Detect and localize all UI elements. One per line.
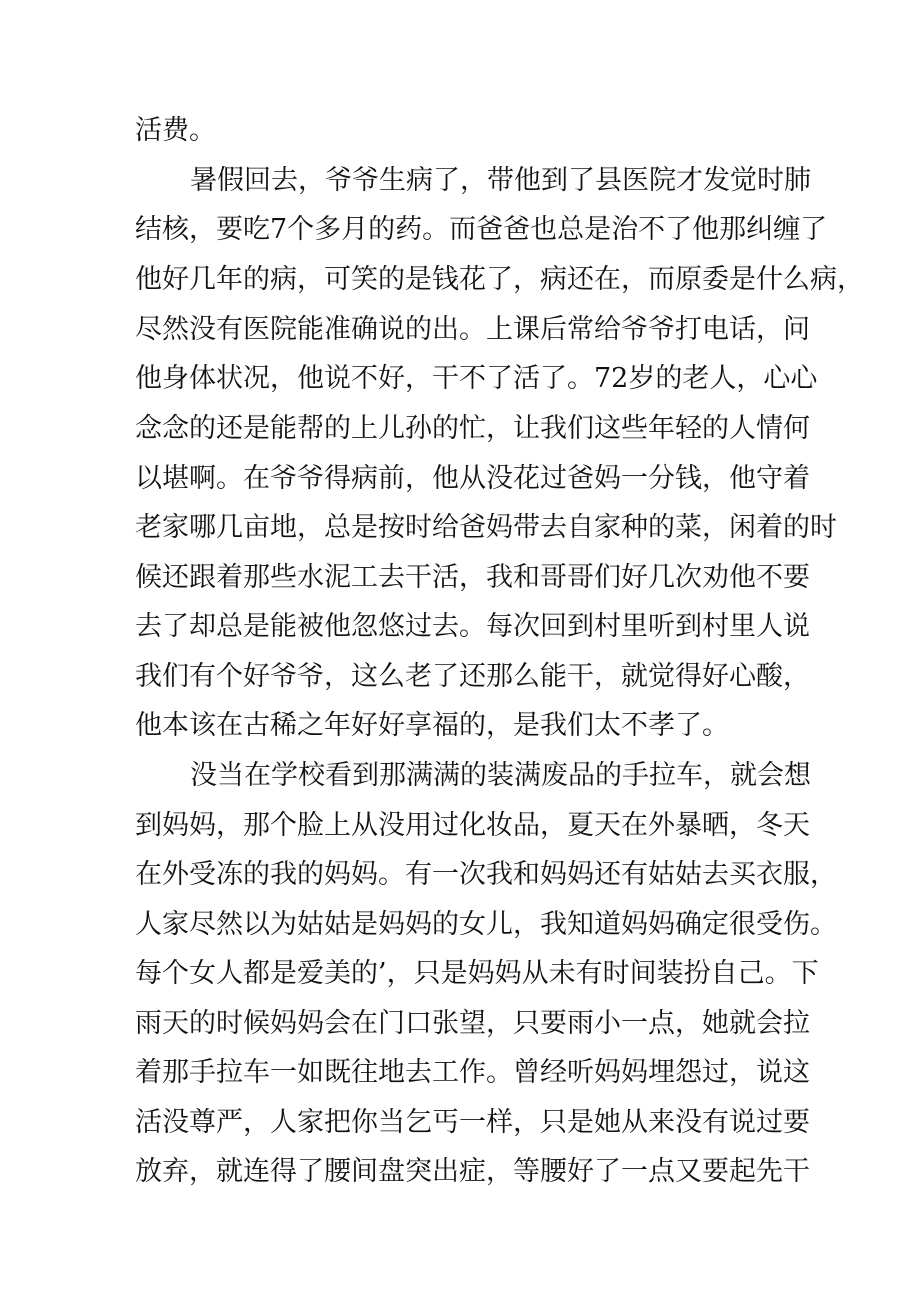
text-line: 我们有个好爷爷，这么老了还那么能干，就觉得好心酸， (135, 661, 810, 692)
text-line: 活没尊严，人家把你当乞丐一样，只是她从来没有说过要 (135, 1107, 810, 1138)
text-line: 结核，要吃7个多月的药。而爸爸也总是治不了他那纠缠了 (135, 214, 828, 245)
text-line: 在外受冻的我的妈妈。有一次我和妈妈还有姑姑去买衣服， (135, 859, 837, 890)
text-line: 念念的还是能帮的上儿孙的忙，让我们这些年轻的人情何 (135, 413, 810, 444)
paragraph-first-line: 暑假回去，爷爷生病了，带他到了县医院才发觉时肺 (190, 165, 811, 196)
paragraph-last-line: 他本该在古稀之年好好享福的，是我们太不孝了。 (135, 710, 729, 741)
text-line: 尽然没有医院能准确说的出。上课后常给爷爷打电话，问 (135, 314, 810, 345)
text-line: 活费。 (135, 115, 216, 146)
text-line: 放弃，就连得了腰间盘突出症，等腰好了一点又要起先干 (135, 1156, 810, 1187)
text-line: 雨天的时候妈妈会在门口张望，只要雨小一点，她就会拉 (135, 1008, 810, 1039)
paragraph-first-line: 没当在学校看到那满满的装满废品的手拉车，就会想 (190, 760, 811, 791)
text-line: 以堪啊。在爷爷得病前，他从没花过爸妈一分钱，他守着 (135, 463, 810, 494)
text-line: 他身体状况，他说不好，干不了活了。72岁的老人，心心 (135, 363, 818, 394)
text-line: 着那手拉车一如既往地去工作。曾经听妈妈埋怨过，说这 (135, 1057, 810, 1088)
text-line: 每个女人都是爱美的’，只是妈妈从未有时间装扮自己。下 (135, 958, 819, 989)
text-line: 去了却总是能被他忽悠过去。每次回到村里听到村里人说 (135, 611, 810, 642)
text-line: 人家尽然以为姑姑是妈妈的女儿，我知道妈妈确定很受伤。 (135, 909, 837, 940)
text-line: 候还跟着那些水泥工去干活，我和哥哥们好几次劝他不要 (135, 562, 810, 593)
text-line: 到妈妈，那个脸上从没用过化妆品，夏天在外暴晒，冬天 (135, 810, 810, 841)
text-line: 老家哪几亩地，总是按时给爸妈带去自家种的菜，闲着的时 (135, 512, 837, 543)
text-line: 他好几年的病，可笑的是钱花了，病还在，而原委是什么病， (135, 264, 864, 295)
